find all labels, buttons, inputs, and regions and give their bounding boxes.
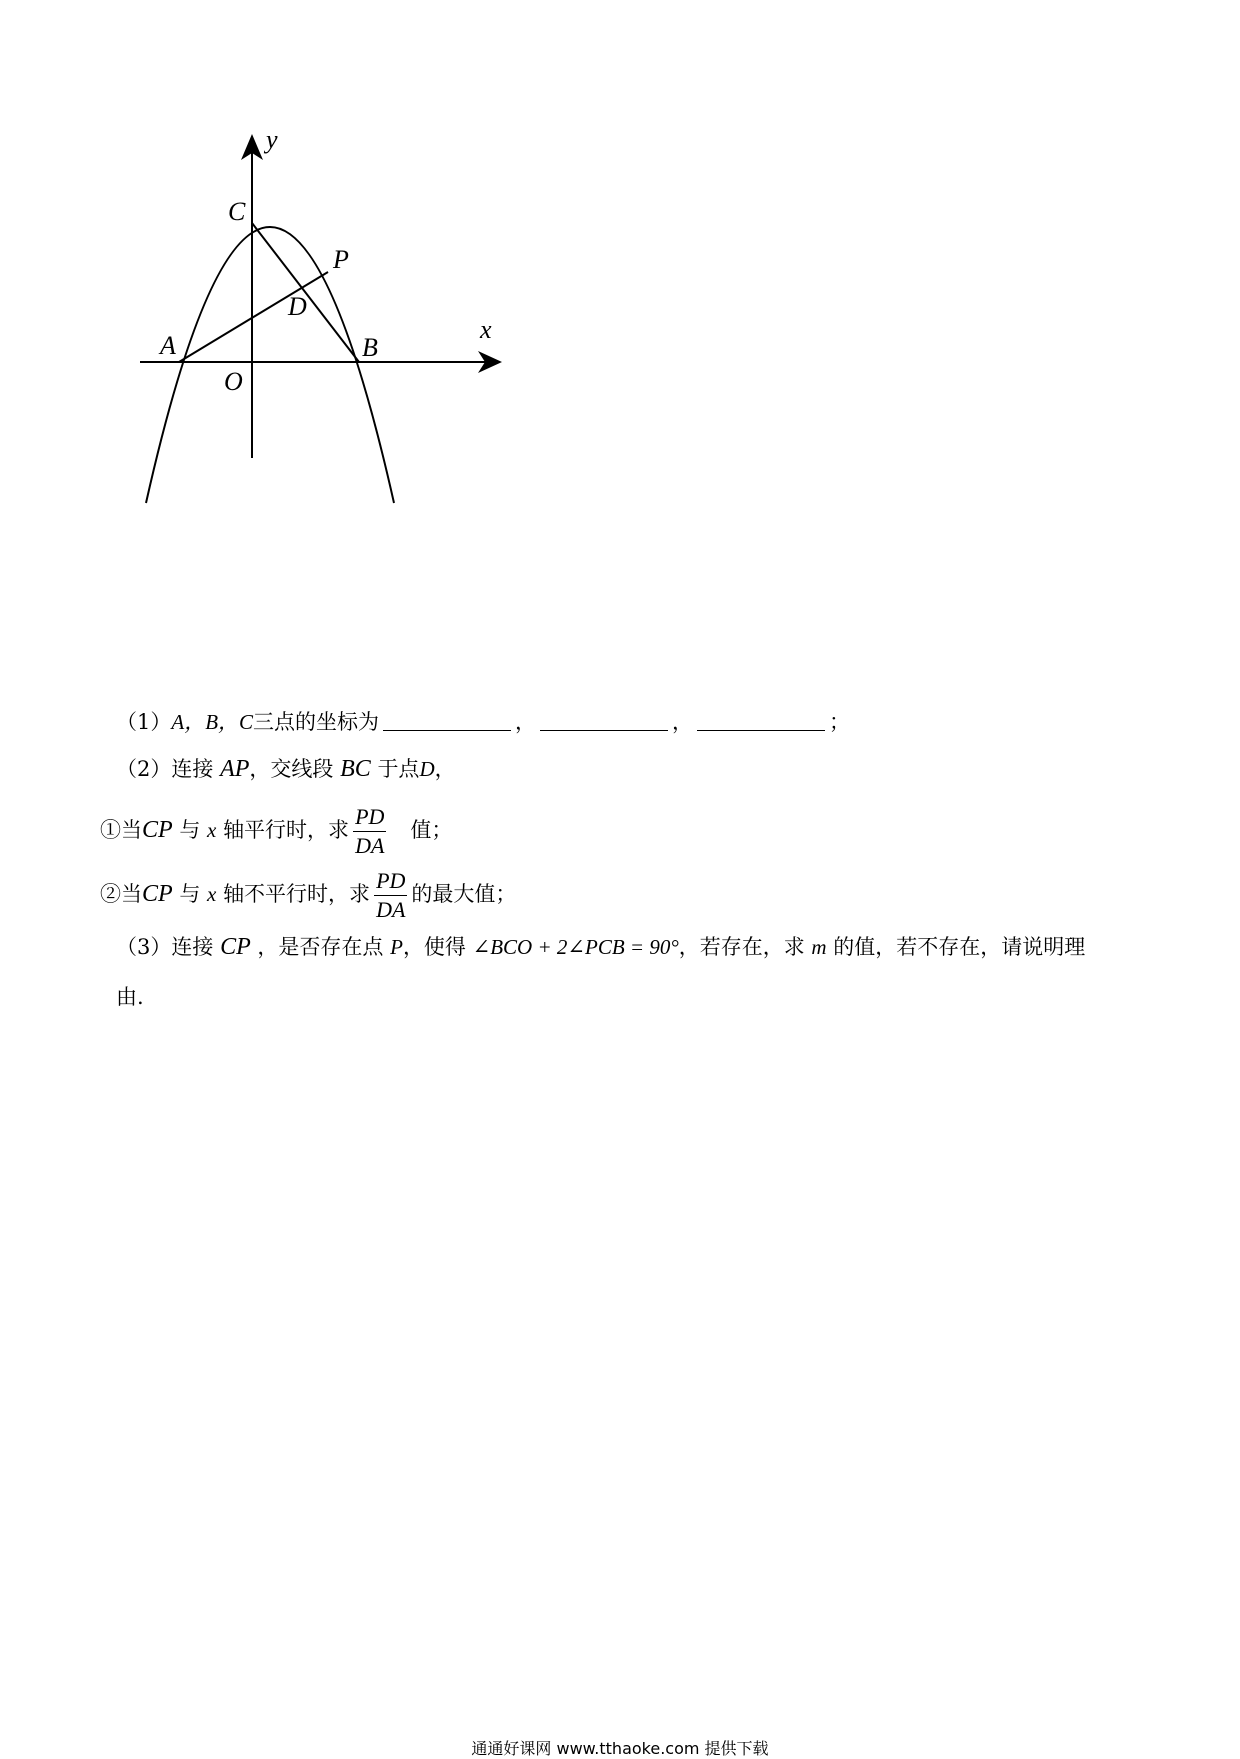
q2-bc: BC (340, 756, 371, 782)
q2a-text3: 值； (410, 818, 453, 842)
q2-d: D (419, 757, 435, 781)
q3-text3: ，使得 (402, 935, 466, 959)
fraction-pd-da (374, 868, 407, 923)
q2b-marker: ②当 (100, 882, 142, 906)
q1-points: A，B，C (171, 710, 254, 734)
fraction-numerator: PD (353, 804, 386, 832)
q2b-text3: 的最大值； (411, 882, 517, 906)
q2b-cp: CP (142, 881, 173, 907)
angle-formula: ∠BCO + 2∠PCB = 90° (472, 935, 679, 959)
answer-blank-b[interactable] (540, 710, 668, 731)
q1-text: 三点的坐标为 (253, 710, 380, 734)
question-1 (116, 707, 850, 737)
fraction-denominator: DA (376, 897, 406, 922)
answer-blank-c[interactable] (697, 710, 825, 731)
label-y: y (266, 130, 278, 154)
q3-text5: 的值，若不存在，请说明理 (833, 935, 1086, 959)
q1-end: ； (829, 710, 851, 734)
q2-ap: AP (220, 756, 250, 782)
q2a-cp: CP (142, 817, 173, 843)
question-2 (116, 754, 456, 784)
label-o: O (224, 367, 243, 396)
q2a-text1: 与 (179, 818, 201, 842)
label-a: A (160, 331, 176, 360)
parabola-diagram (140, 130, 520, 520)
label-x: x (480, 315, 492, 344)
question-3 (116, 932, 1085, 962)
label-d: D (288, 292, 307, 321)
q2b-text1: 与 (179, 882, 201, 906)
q3-cont: 由. (116, 985, 144, 1009)
label-c: C (228, 197, 246, 226)
q1-prefix: （1） (116, 710, 172, 734)
question-3-continuation (116, 982, 144, 1012)
parabola-figure (140, 130, 520, 520)
q3-text4: ，若存在，求 (678, 935, 805, 959)
q3-p: P (390, 935, 403, 959)
q2a-marker: ①当 (100, 818, 142, 842)
q2b-text2: 轴不平行时，求 (223, 882, 371, 906)
footer-credit: 通通好课网 www.tthaoke.com 提供下载 (471, 1739, 769, 1758)
q1-sep2: ， (672, 710, 694, 734)
label-b: B (362, 333, 378, 362)
q2-text1: 连接 (171, 757, 214, 781)
fraction-numerator: PD (374, 868, 407, 896)
q2a-x: x (207, 818, 217, 842)
q3-text2: ，是否存在点 (257, 935, 384, 959)
q2-end: ， (434, 757, 456, 781)
question-2a (100, 804, 452, 859)
q1-sep1: ， (515, 710, 537, 734)
q3-m: m (811, 935, 827, 959)
fraction-denominator: DA (355, 833, 385, 858)
q2a-text2: 轴平行时，求 (223, 818, 350, 842)
q2b-x: x (207, 882, 217, 906)
label-p: P (333, 245, 349, 274)
q2-text2: ，交线段 (249, 757, 334, 781)
q3-prefix: （3） (116, 935, 172, 959)
fraction-pd-da (353, 804, 386, 859)
q3-text1: 连接 (171, 935, 214, 959)
q2-text3: 于点 (377, 757, 420, 781)
answer-blank-a[interactable] (383, 710, 511, 731)
q3-cp: CP (220, 934, 251, 960)
question-2b (100, 868, 516, 923)
parabola-curve (146, 227, 394, 503)
q2-prefix: （2） (116, 757, 172, 781)
